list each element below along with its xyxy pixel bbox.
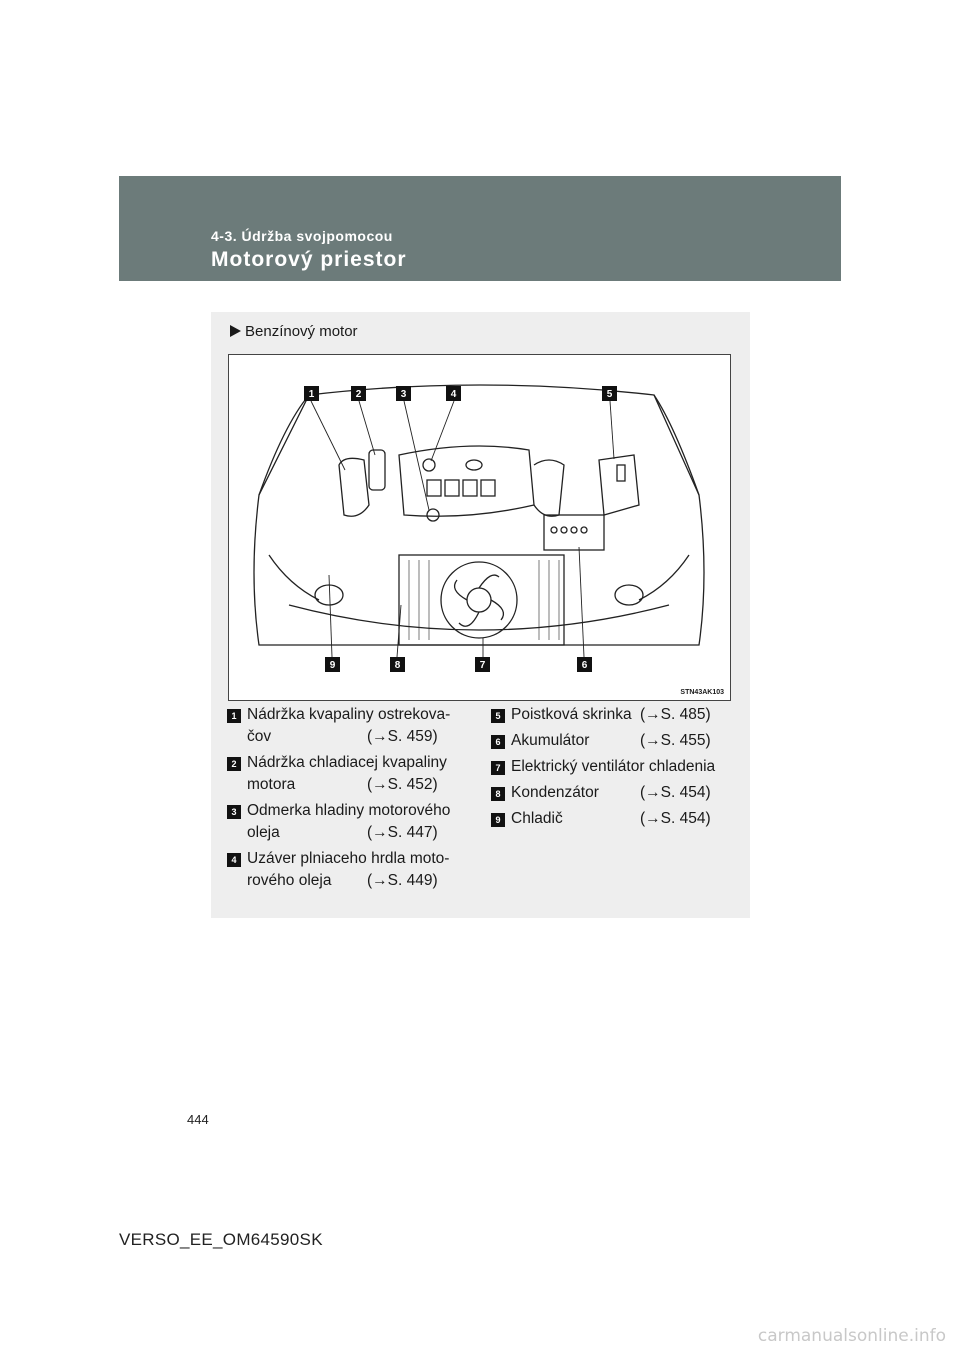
legend-label: Poistková skrinka bbox=[511, 706, 632, 723]
legend-label: Chladič bbox=[511, 810, 563, 827]
legend-line: oleja bbox=[247, 824, 280, 841]
legend-item bbox=[491, 704, 736, 726]
legend-line: Odmerka hladiny motorového bbox=[247, 802, 451, 819]
fan-shape bbox=[441, 562, 517, 638]
page-ref: (→S. 447) bbox=[367, 824, 438, 841]
legend-item bbox=[227, 800, 477, 844]
figure-code: STN43AK103 bbox=[680, 689, 724, 696]
fuse-box-shape bbox=[599, 455, 639, 515]
hood-outline bbox=[254, 385, 704, 645]
section-header bbox=[119, 176, 841, 281]
legend-line: Nádržka kvapaliny ostrekova- bbox=[247, 706, 451, 723]
page-title: Motorový priestor bbox=[211, 248, 407, 271]
legend-label: Elektrický ventilátor chladenia bbox=[511, 758, 716, 775]
legend-number: 5 bbox=[491, 709, 505, 723]
callout-7-label: 7 bbox=[479, 660, 486, 671]
legend-label: Kondenzátor bbox=[511, 784, 599, 801]
section-label: 4-3. Údržba svojpomocou bbox=[211, 228, 393, 244]
callout-6-label: 6 bbox=[581, 660, 588, 671]
legend-line: motora bbox=[247, 776, 296, 793]
legend-item bbox=[491, 782, 736, 804]
legend-line: Nádržka chladiacej kvapaliny bbox=[247, 754, 447, 771]
page-ref: (→S. 452) bbox=[367, 776, 438, 793]
page-ref: (→S. 485) bbox=[640, 706, 711, 723]
engine-cover-shape bbox=[399, 446, 534, 516]
legend-label: Akumulátor bbox=[511, 732, 590, 749]
legend-line: rového oleja bbox=[247, 872, 332, 889]
engine-bay-figure bbox=[228, 354, 731, 701]
page-ref: (→S. 454) bbox=[640, 810, 711, 827]
legend-item bbox=[491, 730, 736, 752]
page-ref: (→S. 454) bbox=[640, 784, 711, 801]
legend-line: čov bbox=[247, 728, 272, 745]
legend-number: 3 bbox=[227, 805, 241, 819]
legend-left bbox=[227, 704, 477, 896]
legend-item bbox=[227, 752, 477, 796]
legend-number: 7 bbox=[491, 761, 505, 775]
document-code: VERSO_EE_OM64590SK bbox=[119, 1230, 323, 1249]
callout-4-label: 4 bbox=[450, 389, 457, 400]
page-ref: (→S. 449) bbox=[367, 872, 438, 889]
triangle-bullet-icon bbox=[230, 325, 241, 337]
legend-number: 1 bbox=[227, 709, 241, 723]
subheading bbox=[230, 323, 358, 340]
legend-right bbox=[491, 704, 736, 834]
callout-5-label: 5 bbox=[606, 389, 613, 400]
engine-bay-illustration bbox=[229, 355, 730, 700]
legend-item bbox=[227, 848, 477, 892]
legend-number: 9 bbox=[491, 813, 505, 827]
coolant-reservoir-shape bbox=[369, 450, 385, 490]
callout-3-label: 3 bbox=[400, 389, 407, 400]
page-ref: (→S. 455) bbox=[640, 732, 711, 749]
callout-1-label: 1 bbox=[308, 389, 315, 400]
legend-item bbox=[491, 756, 736, 778]
content-panel bbox=[211, 312, 750, 918]
legend-item bbox=[227, 704, 477, 748]
callout-boxes bbox=[304, 386, 617, 672]
callout-2-label: 2 bbox=[355, 389, 362, 400]
page-number: 444 bbox=[187, 1112, 209, 1127]
legend-number: 8 bbox=[491, 787, 505, 801]
legend-item bbox=[491, 808, 736, 830]
legend-number: 2 bbox=[227, 757, 241, 771]
front-bumper bbox=[289, 605, 669, 630]
callout-9-label: 9 bbox=[329, 660, 336, 671]
legend-line: Uzáver plniaceho hrdla moto- bbox=[247, 850, 450, 867]
watermark: carmanualsonline.info bbox=[757, 1326, 946, 1346]
legend-number: 4 bbox=[227, 853, 241, 867]
page-ref: (→S. 459) bbox=[367, 728, 438, 745]
legend-number: 6 bbox=[491, 735, 505, 749]
callout-8-label: 8 bbox=[394, 660, 401, 671]
subheading-text: Benzínový motor bbox=[245, 323, 358, 340]
